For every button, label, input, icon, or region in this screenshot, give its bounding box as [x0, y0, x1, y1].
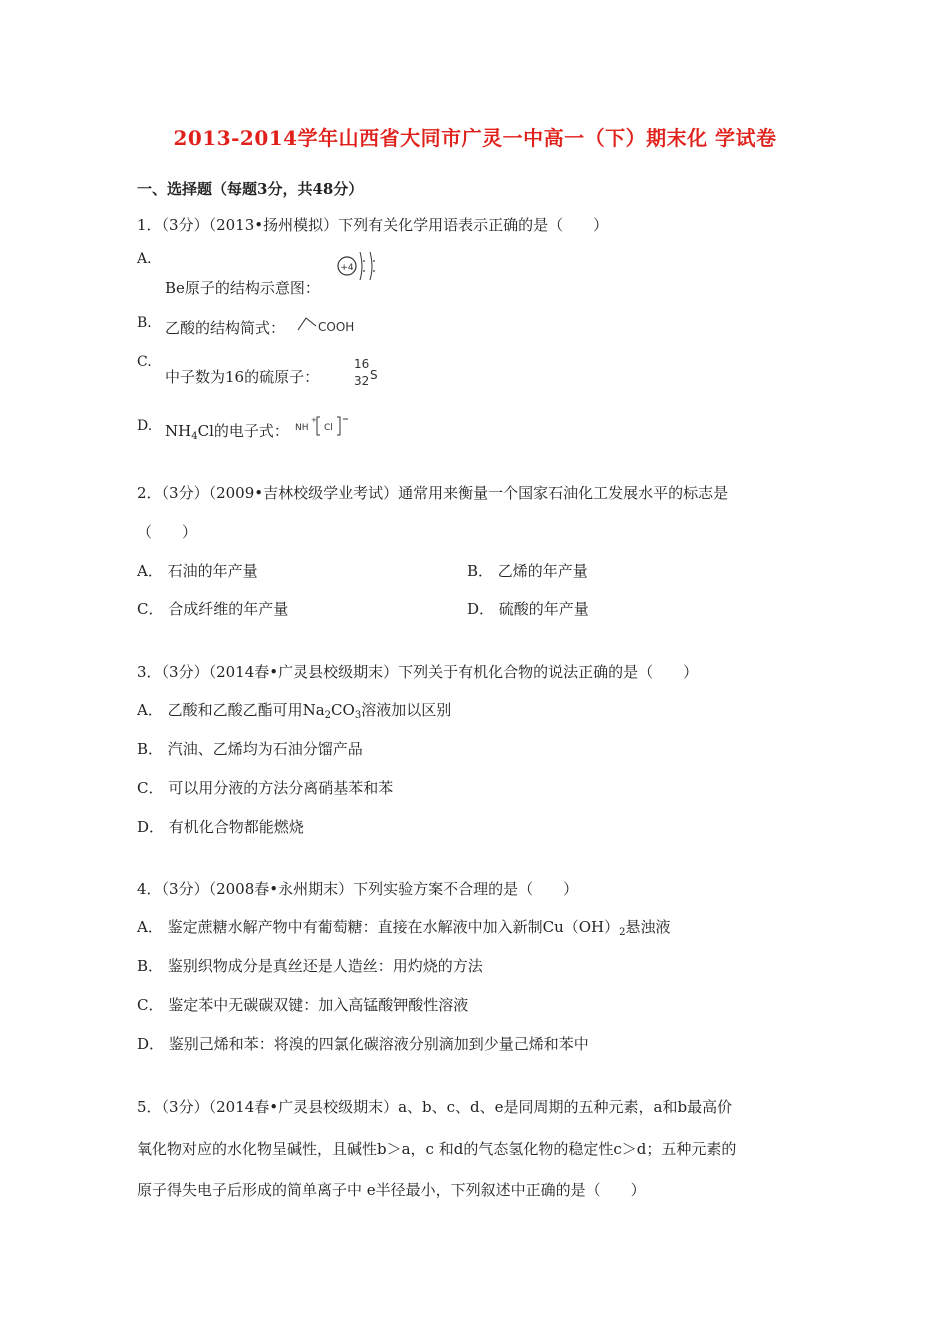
q1-option-b-text: 乙酸的结构简式： [165, 319, 286, 337]
q1-option-a-label: A. [137, 251, 152, 267]
q3-option-d: D． 有机化合物都能燃烧 [137, 818, 304, 836]
q2-option-d: D． 硫酸的年产量 [467, 600, 589, 618]
q3-a-post: 溶液加以区别 [361, 701, 452, 719]
q1-d-subscript: 4 [191, 431, 198, 442]
question-4-stem: 4．（3分）（2008春•永州期末）下列实验方案不合理的是（ ） [137, 880, 579, 898]
q1-d-formula-post: Cl的电子式： [197, 422, 289, 440]
q3-a-sub2: 3 [354, 710, 362, 721]
q1-option-c-label: C. [137, 354, 152, 370]
q2-option-a: A． 石油的年产量 [137, 562, 258, 580]
q4-option-c: C． 鉴定苯中无碳碳双键：加入高锰酸钾酸性溶液 [137, 996, 469, 1014]
isotope-bottom-number: 32 [354, 374, 370, 388]
q1-option-d-label: D. [137, 418, 153, 434]
q4-option-d: D． 鉴别己烯和苯：将溴的四氯化碳溶液分别滴加到少量己烯和苯中 [137, 1035, 589, 1053]
svg-text:+: + [311, 416, 317, 424]
question-1-stem: 1．（3分）（2013•扬州模拟）下列有关化学用语表示正确的是（ ） [137, 216, 609, 234]
nh4cl-electron-formula-figure [294, 414, 356, 438]
question-5-line3: 原子得失电子后形成的简单离子中 e半径最小，下列叙述中正确的是（ ） [137, 1181, 646, 1199]
q1-option-a-text: Be原子的结构示意图： [165, 279, 320, 297]
question-2-stem-line1: 2．（3分）（2009•吉林校级学业考试）通常用来衡量一个国家石油化工发展水平的标志是 [137, 484, 729, 502]
nucleus-charge: +4 [340, 263, 354, 273]
isotope-top-number: 16 [354, 357, 370, 371]
q4-a-pre: A． 鉴定蔗糖水解产物中有葡萄糖：直接在水解液中加入新制Cu（OH） [137, 918, 620, 936]
q2-option-b: B． 乙烯的年产量 [467, 562, 588, 580]
acetic-acid-structure-figure [296, 312, 362, 336]
q3-option-b: B． 汽油、乙烯均为石油分馏产品 [137, 740, 363, 758]
q1-option-b-label: B. [137, 315, 152, 331]
q3-option-c: C． 可以用分液的方法分离硝基苯和苯 [137, 779, 394, 797]
q4-option-a [137, 916, 671, 938]
question-3-stem: 3．（3分）（2014春•广灵县校级期末）下列关于有机化合物的说法正确的是（ ） [137, 663, 699, 681]
q3-a-pre: A． 乙酸和乙酸乙酯可用Na [137, 701, 325, 719]
question-5-line2: 氧化物对应的水化物呈碱性，且碱性b＞a，c 和d的气态氢化物的稳定性c＞d；五种元素的 [137, 1140, 737, 1158]
sulfur-isotope-notation [352, 356, 382, 390]
section-heading: 一、选择题（每题3分，共48分） [137, 180, 364, 198]
q1-d-formula-pre: NH [165, 422, 192, 440]
q3-a-sub1: 2 [324, 710, 332, 721]
q1-option-c-text: 中子数为16的硫原子： [165, 368, 320, 386]
question-5-line1: 5．（3分）（2014春•广灵县校级期末）a、b、c、d、e是同周期的五种元素，a和b最高价 [137, 1098, 733, 1116]
carboxyl-group-label: COOH [318, 320, 355, 334]
isotope-symbol: S [370, 368, 378, 382]
q3-option-a [137, 699, 451, 721]
q3-a-mid: CO [331, 701, 355, 719]
ammonium-label: NH [295, 423, 309, 433]
chloride-label: Cl [324, 423, 333, 433]
question-2-stem-line2: （ ） [137, 523, 198, 541]
be-atom-structure-diagram [336, 249, 386, 287]
page-title: 2013-2014学年山西省大同市广灵一中高一（下）期末化 学试卷 [173, 126, 777, 150]
q2-option-c: C． 合成纤维的年产量 [137, 600, 289, 618]
q4-a-sub: 2 [619, 927, 626, 938]
q1-option-d-text [165, 420, 289, 442]
q4-option-b: B． 鉴别织物成分是真丝还是人造丝：用灼烧的方法 [137, 957, 483, 975]
q4-a-post: 悬浊液 [625, 918, 671, 936]
